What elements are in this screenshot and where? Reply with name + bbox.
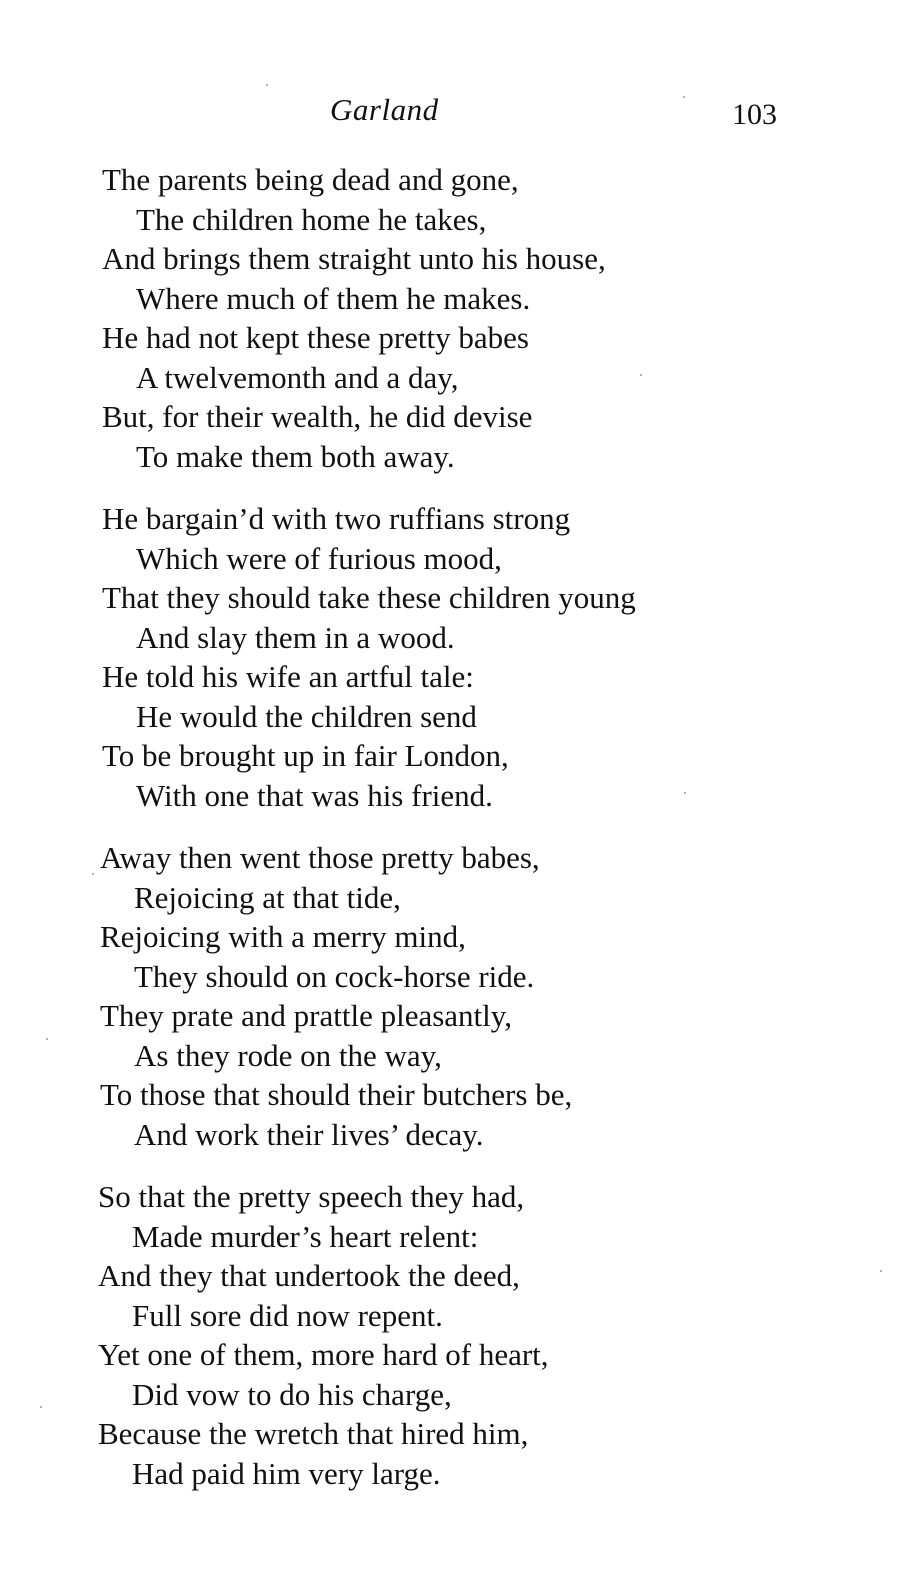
running-title: Garland	[330, 92, 439, 127]
poem-body	[0, 160, 900, 1493]
poem-line: Which were of furious mood,	[136, 540, 502, 576]
poem-line: They should on cock-horse ride.	[134, 958, 535, 994]
poem-line: Did vow to do his charge,	[132, 1376, 452, 1412]
scan-speck	[684, 792, 686, 794]
poem-line: He bargain’d with two ruffians strong	[102, 501, 571, 536]
page-number: 103	[732, 98, 777, 131]
running-head	[0, 92, 900, 136]
poem-line: So that the pretty speech they had,	[98, 1179, 525, 1214]
poem-line: To those that should their butchers be,	[100, 1077, 573, 1112]
poem-line: Full sore did now repent.	[132, 1297, 443, 1333]
stanza-1	[0, 160, 900, 476]
poem-line: He had not kept these pretty babes	[102, 320, 529, 355]
poem-line: Rejoicing at that tide,	[134, 879, 401, 915]
stanza-3	[0, 838, 900, 1154]
poem-line: He told his wife an artful tale:	[102, 659, 474, 694]
stanza-4	[0, 1177, 900, 1493]
poem-line: But, for their wealth, he did devise	[102, 399, 533, 434]
poem-line: And they that undertook the deed,	[98, 1258, 520, 1293]
poem-line: Because the wretch that hired him,	[98, 1416, 529, 1451]
poem-line: They prate and prattle pleasantly,	[100, 998, 513, 1033]
poem-line: The parents being dead and gone,	[102, 162, 519, 197]
poem-line: With one that was his friend.	[136, 777, 493, 813]
scan-speck	[880, 1270, 882, 1272]
poem-line: Yet one of them, more hard of heart,	[98, 1337, 549, 1372]
poem-line: Had paid him very large.	[132, 1455, 441, 1491]
scan-speck	[640, 374, 642, 376]
poem-line: As they rode on the way,	[134, 1037, 442, 1073]
scan-speck	[266, 84, 268, 86]
stanza-2	[0, 499, 900, 815]
scan-speck	[46, 1038, 48, 1040]
poem-line: The children home he takes,	[136, 201, 487, 237]
poem-line: Away then went those pretty babes,	[100, 840, 540, 875]
scan-speck	[92, 873, 94, 875]
poem-line: Made murder’s heart relent:	[132, 1218, 479, 1254]
poem-line: Rejoicing with a merry mind,	[100, 919, 466, 954]
poem-line: That they should take these children young	[102, 580, 636, 615]
poem-line: Where much of them he makes.	[136, 280, 531, 316]
scan-speck	[683, 96, 685, 98]
poem-line: To be brought up in fair London,	[102, 738, 509, 773]
poem-line: To make them both away.	[136, 438, 455, 474]
scan-speck	[40, 1406, 42, 1408]
poem-line: A twelvemonth and a day,	[136, 359, 459, 395]
poem-line: And slay them in a wood.	[136, 619, 455, 655]
poem-line: And brings them straight unto his house,	[102, 241, 606, 276]
poem-line: He would the children send	[136, 698, 477, 734]
poem-line: And work their lives’ decay.	[134, 1116, 484, 1152]
